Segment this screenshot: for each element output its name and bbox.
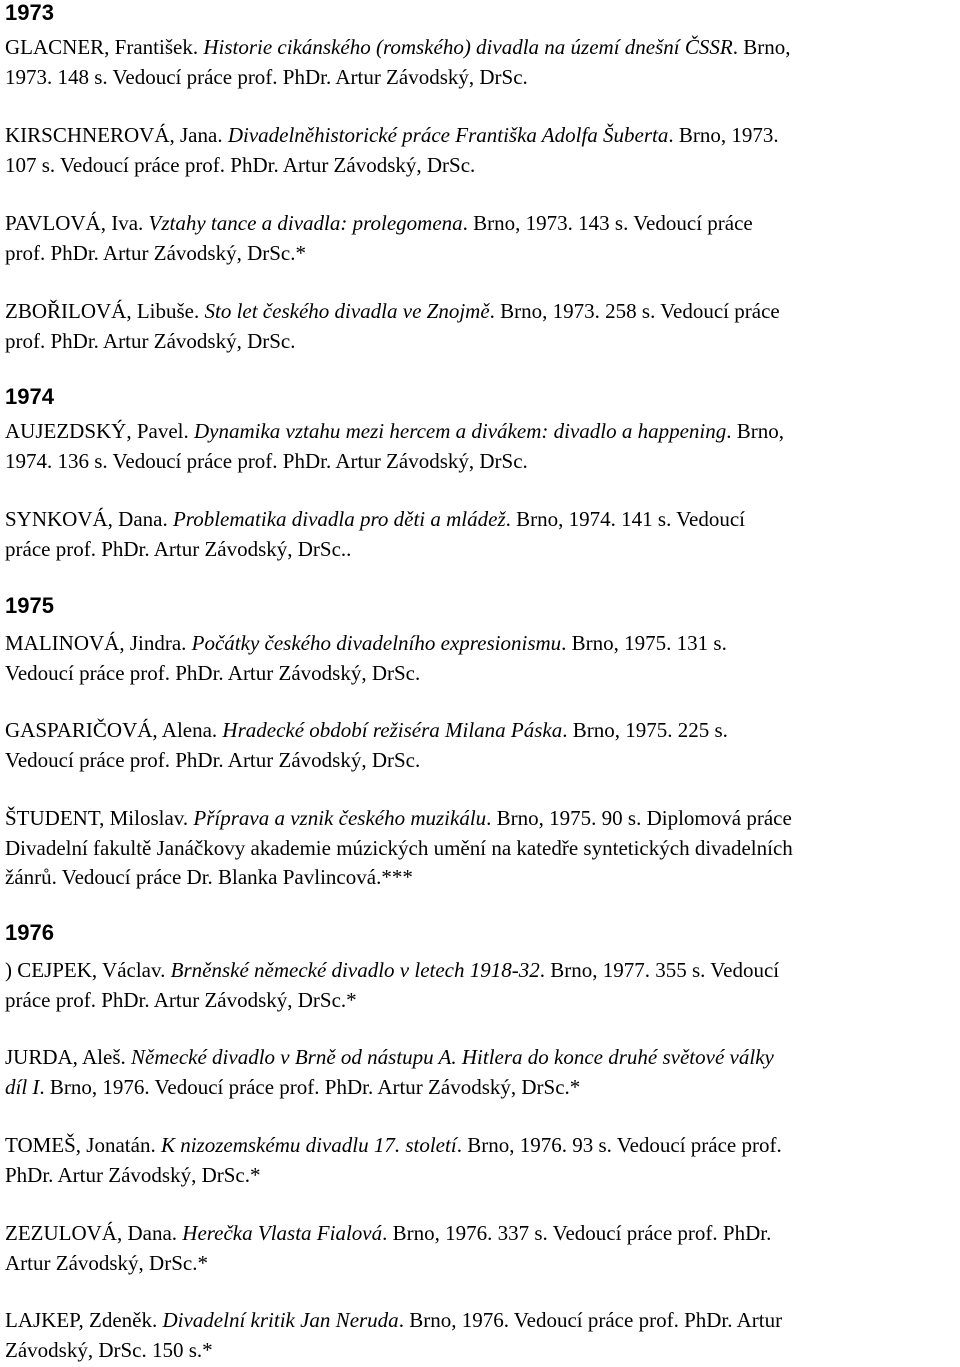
entry-line bbox=[5, 956, 960, 986]
entry-text: MALINOVÁ, Jindra. bbox=[5, 631, 192, 655]
entry-line bbox=[5, 505, 960, 535]
entry-text: práce prof. PhDr. Artur Závodský, DrSc.* bbox=[5, 987, 357, 1012]
entry-line bbox=[5, 629, 960, 659]
entry-title: Sto let českého divadla ve Znojmě bbox=[204, 299, 490, 323]
entry-text: . Brno, 1973. bbox=[668, 123, 779, 147]
entry-text: prof. PhDr. Artur Závodský, DrSc. bbox=[5, 328, 296, 353]
entry-line bbox=[5, 1219, 960, 1249]
entry-text: Vedoucí práce prof. PhDr. Artur Závodský, DrSc. bbox=[5, 747, 421, 772]
entry-text: KIRSCHNEROVÁ, Jana. bbox=[5, 123, 228, 147]
bibliography-entry bbox=[5, 121, 960, 180]
entry-text: GASPARIČOVÁ, Alena. bbox=[5, 718, 223, 742]
entry-text: Artur Závodský, DrSc.* bbox=[5, 1250, 208, 1275]
entry-line bbox=[5, 417, 960, 447]
entry-line bbox=[5, 746, 960, 776]
entry-line bbox=[5, 804, 960, 834]
entry-line bbox=[5, 535, 960, 565]
entry-title: Dynamika vztahu mezi hercem a divákem: divadlo a happening bbox=[194, 419, 727, 443]
entry-text: . Brno, 1976. Vedoucí práce prof. PhDr. Artur bbox=[398, 1308, 783, 1332]
bibliography-entry bbox=[5, 1131, 960, 1190]
entry-text: ZEZULOVÁ, Dana. bbox=[5, 1221, 183, 1245]
entry-text: prof. PhDr. Artur Závodský, DrSc.* bbox=[5, 240, 306, 265]
bibliography-entry bbox=[5, 297, 960, 356]
bibliography-entry bbox=[5, 804, 960, 893]
bibliography-entry bbox=[5, 33, 960, 92]
entry-title: Počátky českého divadelního expresionismu bbox=[191, 631, 562, 655]
entry-text: . Brno, 1974. 141 s. Vedoucí bbox=[505, 507, 745, 531]
entry-line bbox=[5, 239, 960, 269]
entry-text: SYNKOVÁ, Dana. bbox=[5, 507, 173, 531]
entry-text: žánrů. Vedoucí práce Dr. Blanka Pavlincová.*** bbox=[5, 865, 413, 889]
entry-line bbox=[5, 151, 960, 181]
entry-title: Herečka Vlasta Fialová bbox=[182, 1221, 383, 1245]
entry-title: Vztahy tance a divadla: prolegomena bbox=[148, 211, 463, 235]
entry-line bbox=[5, 716, 960, 746]
entry-text: ŠTUDENT, Miloslav. bbox=[5, 806, 194, 830]
entry-line bbox=[5, 863, 960, 893]
bibliography-entry bbox=[5, 716, 960, 775]
bibliography-entry bbox=[5, 417, 960, 476]
entry-title: Divadelní kritik Jan Neruda bbox=[162, 1308, 399, 1332]
entry-title: díl I bbox=[5, 1074, 40, 1099]
year-heading-1975: 1975 bbox=[5, 593, 54, 618]
entry-text: LAJKEP, Zdeněk. bbox=[5, 1308, 163, 1332]
entry-text: . Brno, 1975. 225 s. bbox=[562, 718, 728, 742]
entry-text: . Brno, 1976. 93 s. Vedoucí práce prof. bbox=[456, 1133, 782, 1157]
entry-text: . Brno, bbox=[732, 35, 791, 59]
entry-text: . Brno, 1976. Vedoucí práce prof. PhDr. Artur Závodský, DrSc.* bbox=[39, 1074, 581, 1099]
year-heading-1974: 1974 bbox=[5, 384, 54, 409]
entry-text: JURDA, Aleš. bbox=[5, 1045, 132, 1069]
bibliography-entry bbox=[5, 629, 960, 688]
entry-text: . Brno, 1973. 143 s. Vedoucí práce bbox=[462, 211, 753, 235]
entry-line bbox=[5, 1073, 960, 1103]
entry-text: AUJEZDSKÝ, Pavel. bbox=[5, 419, 194, 443]
entry-text: PAVLOVÁ, Iva. bbox=[5, 211, 149, 235]
entry-line bbox=[5, 834, 960, 864]
entry-text: ) CEJPEK, Václav. bbox=[5, 958, 171, 982]
entry-text: Divadelní fakultě Janáčkovy akademie múzických umění na katedře syntetických divadelních bbox=[5, 835, 793, 860]
entry-line bbox=[5, 1161, 960, 1191]
entry-line bbox=[5, 447, 960, 477]
entry-text: . Brno, 1977. 355 s. Vedoucí bbox=[539, 958, 780, 982]
year-heading-1973: 1973 bbox=[5, 0, 54, 25]
entry-text: 1973. 148 s. Vedoucí práce prof. PhDr. Artur Závodský, DrSc. bbox=[5, 64, 528, 89]
entry-line bbox=[5, 297, 960, 327]
entry-title: Problematika divadla pro děti a mládež bbox=[172, 507, 506, 531]
entry-line bbox=[5, 121, 960, 151]
entry-text: ZBOŘILOVÁ, Libuše. bbox=[5, 299, 205, 323]
entry-text: 1974. 136 s. Vedoucí práce prof. PhDr. Artur Závodský, DrSc. bbox=[5, 448, 528, 473]
entry-text: . Brno, 1975. 131 s. bbox=[561, 631, 727, 655]
bibliography-entry bbox=[5, 1043, 960, 1102]
entry-line bbox=[5, 1249, 960, 1279]
entry-line bbox=[5, 1131, 960, 1161]
entry-text: TOMEŠ, Jonatán. bbox=[5, 1133, 161, 1157]
entry-title: Příprava a vznik českého muzikálu bbox=[193, 806, 487, 830]
entry-title: Německé divadlo v Brně od nástupu A. Hitlera do konce druhé světové války bbox=[131, 1045, 774, 1069]
entry-line bbox=[5, 327, 960, 357]
bibliography-entry bbox=[5, 1306, 960, 1365]
bibliography-entry bbox=[5, 956, 960, 1015]
entry-text: . Brno, 1973. 258 s. Vedoucí práce bbox=[489, 299, 780, 323]
entry-line bbox=[5, 63, 960, 93]
bibliography-entry bbox=[5, 505, 960, 564]
bibliography-entry bbox=[5, 1219, 960, 1278]
entry-text: Vedoucí práce prof. PhDr. Artur Závodský, DrSc. bbox=[5, 660, 421, 685]
entry-text: . Brno, bbox=[726, 419, 784, 443]
entry-title: Divadelněhistorické práce Františka Adolfa Šuberta bbox=[227, 123, 669, 147]
entry-text: PhDr. Artur Závodský, DrSc.* bbox=[5, 1162, 261, 1187]
entry-line bbox=[5, 33, 960, 63]
entry-text: GLACNER, František. bbox=[5, 35, 204, 59]
entry-line bbox=[5, 659, 960, 689]
entry-title: Hradecké období režiséra Milana Páska bbox=[222, 718, 563, 742]
entry-title: K nizozemskému divadlu 17. století bbox=[160, 1133, 457, 1157]
entry-title: Historie cikánského (romského) divadla na území dnešní ČSSR bbox=[203, 35, 733, 59]
entry-text: 107 s. Vedoucí práce prof. PhDr. Artur Závodský, DrSc. bbox=[5, 152, 476, 177]
entry-title: Brněnské německé divadlo v letech 1918-32 bbox=[170, 958, 540, 982]
entry-line bbox=[5, 986, 960, 1016]
entry-line bbox=[5, 209, 960, 239]
year-heading-1976: 1976 bbox=[5, 920, 54, 945]
bibliography-entry bbox=[5, 209, 960, 268]
entry-text: . Brno, 1975. 90 s. Diplomová práce bbox=[486, 806, 792, 830]
entry-text: . Brno, 1976. 337 s. Vedoucí práce prof. PhDr. bbox=[382, 1221, 772, 1245]
entry-line bbox=[5, 1306, 960, 1336]
entry-text: práce prof. PhDr. Artur Závodský, DrSc.. bbox=[5, 536, 352, 561]
entry-line bbox=[5, 1336, 960, 1366]
entry-text: Závodský, DrSc. 150 s.* bbox=[5, 1337, 213, 1362]
entry-line bbox=[5, 1043, 960, 1073]
